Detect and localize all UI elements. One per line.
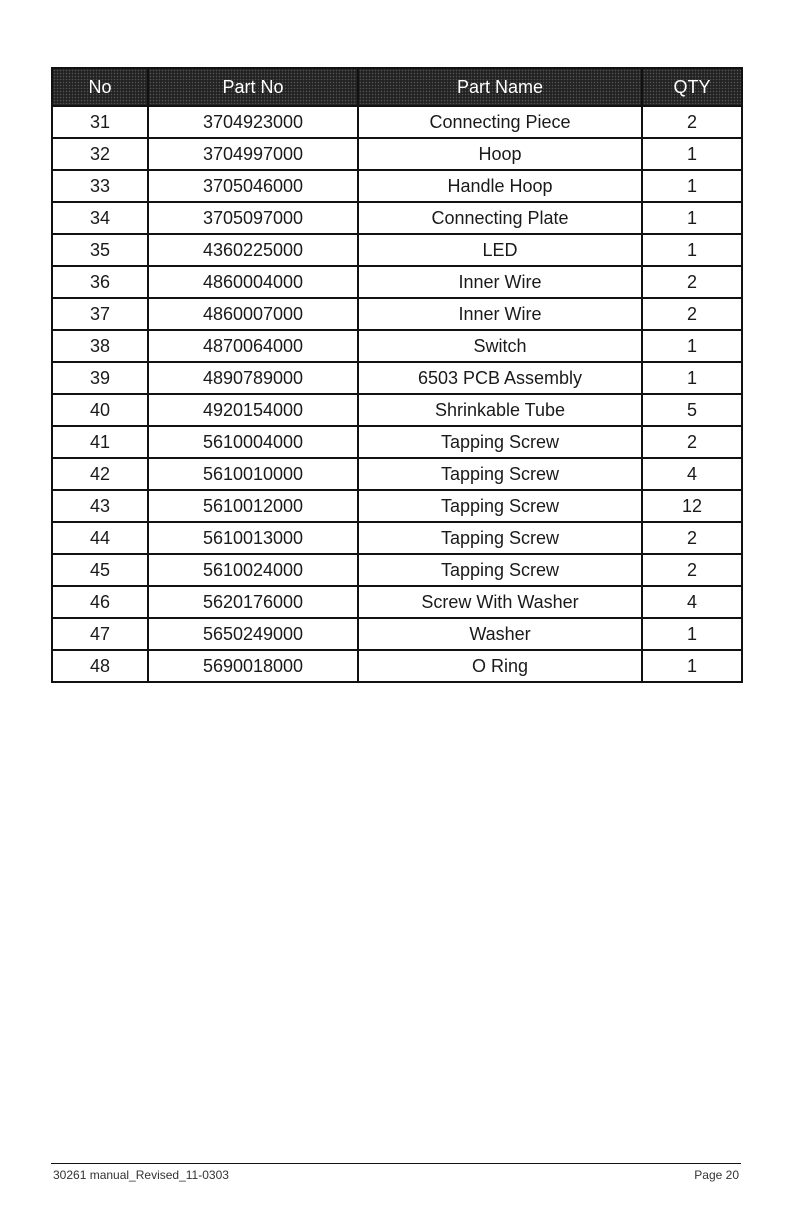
cell-part-no: 4860007000 [148,298,358,330]
table-row [52,490,742,522]
cell-no: 47 [52,618,148,650]
cell-no: 46 [52,586,148,618]
cell-part-no: 3705046000 [148,170,358,202]
cell-part-name: O Ring [358,650,642,682]
table-row [52,266,742,298]
cell-part-no: 3705097000 [148,202,358,234]
cell-part-name: Connecting Piece [358,106,642,138]
cell-qty: 2 [642,426,742,458]
footer-divider [51,1163,741,1164]
cell-part-name: 6503 PCB Assembly [358,362,642,394]
cell-part-no: 5610013000 [148,522,358,554]
cell-no: 33 [52,170,148,202]
cell-qty: 2 [642,522,742,554]
cell-part-no: 4870064000 [148,330,358,362]
cell-qty: 1 [642,202,742,234]
cell-no: 48 [52,650,148,682]
parts-table-header [52,68,742,106]
cell-qty: 4 [642,458,742,490]
table-row [52,202,742,234]
cell-no: 31 [52,106,148,138]
cell-no: 36 [52,266,148,298]
table-row [52,426,742,458]
cell-part-no: 4360225000 [148,234,358,266]
header-no: No [52,68,148,106]
cell-part-no: 5610004000 [148,426,358,458]
table-row [52,298,742,330]
cell-part-no: 4920154000 [148,394,358,426]
cell-qty: 2 [642,266,742,298]
cell-no: 35 [52,234,148,266]
cell-part-name: Hoop [358,138,642,170]
cell-part-no: 3704997000 [148,138,358,170]
cell-part-no: 5610012000 [148,490,358,522]
cell-qty: 2 [642,106,742,138]
cell-part-name: Inner Wire [358,298,642,330]
cell-part-name: Tapping Screw [358,554,642,586]
footer-page-number: Page 20 [694,1168,739,1182]
header-qty: QTY [642,68,742,106]
table-row [52,362,742,394]
cell-qty: 2 [642,554,742,586]
table-row [52,170,742,202]
header-row [52,68,742,106]
cell-part-name: Tapping Screw [358,522,642,554]
cell-part-name: Inner Wire [358,266,642,298]
cell-part-name: LED [358,234,642,266]
cell-part-no: 4890789000 [148,362,358,394]
cell-qty: 1 [642,362,742,394]
table-row [52,618,742,650]
cell-no: 39 [52,362,148,394]
cell-qty: 1 [642,234,742,266]
cell-no: 42 [52,458,148,490]
cell-no: 44 [52,522,148,554]
cell-part-name: Connecting Plate [358,202,642,234]
cell-part-name: Handle Hoop [358,170,642,202]
parts-table [51,67,743,683]
cell-qty: 12 [642,490,742,522]
table-row [52,138,742,170]
cell-qty: 2 [642,298,742,330]
cell-part-name: Tapping Screw [358,458,642,490]
cell-part-no: 3704923000 [148,106,358,138]
cell-part-no: 4860004000 [148,266,358,298]
cell-qty: 4 [642,586,742,618]
cell-qty: 1 [642,330,742,362]
table-row [52,234,742,266]
parts-table-body [52,106,742,682]
cell-part-no: 5610010000 [148,458,358,490]
cell-part-name: Switch [358,330,642,362]
cell-part-name: Screw With Washer [358,586,642,618]
footer-document-name: 30261 manual_Revised_11-0303 [53,1168,229,1182]
cell-qty: 1 [642,170,742,202]
cell-qty: 5 [642,394,742,426]
cell-no: 32 [52,138,148,170]
cell-qty: 1 [642,650,742,682]
cell-no: 45 [52,554,148,586]
table-row [52,586,742,618]
cell-part-name: Tapping Screw [358,490,642,522]
cell-qty: 1 [642,138,742,170]
cell-no: 38 [52,330,148,362]
cell-no: 37 [52,298,148,330]
cell-no: 34 [52,202,148,234]
cell-part-name: Washer [358,618,642,650]
header-part-name: Part Name [358,68,642,106]
cell-part-no: 5620176000 [148,586,358,618]
table-row [52,330,742,362]
table-row [52,554,742,586]
table-row [52,458,742,490]
table-row [52,106,742,138]
cell-part-no: 5650249000 [148,618,358,650]
table-row [52,650,742,682]
cell-part-name: Shrinkable Tube [358,394,642,426]
table-row [52,522,742,554]
cell-qty: 1 [642,618,742,650]
cell-no: 41 [52,426,148,458]
cell-no: 43 [52,490,148,522]
cell-no: 40 [52,394,148,426]
cell-part-no: 5610024000 [148,554,358,586]
cell-part-name: Tapping Screw [358,426,642,458]
table-row [52,394,742,426]
cell-part-no: 5690018000 [148,650,358,682]
header-part-no: Part No [148,68,358,106]
